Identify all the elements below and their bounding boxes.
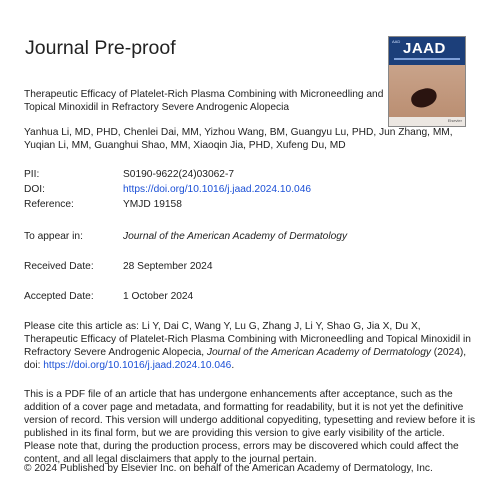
journal-cover-image	[388, 36, 466, 127]
doi-link[interactable]: https://doi.org/10.1016/j.jaad.2024.10.046	[123, 184, 312, 195]
citation-journal: Journal of the American Academy of Dermatology	[206, 347, 431, 358]
received-label: Received Date:	[24, 261, 94, 272]
accepted-label: Accepted Date:	[24, 291, 94, 302]
citation-middle: (2024), doi:	[24, 347, 467, 371]
cover-footer-mark: Elsevier	[447, 118, 462, 123]
journal-name: Journal of the American Academy of Dermatology	[123, 231, 348, 242]
received-date: 28 September 2024	[123, 261, 213, 272]
citation-paragraph	[24, 320, 476, 372]
reference-value: YMJD 19158	[123, 199, 182, 210]
page-heading: Journal Pre-proof	[25, 37, 176, 59]
cover-logo: JAAD	[403, 40, 446, 57]
citation-prefix: Please cite this article as: Li Y, Dai C, Wang Y, Lu G, Zhang J, Li Y, Shao G, Jia X, Du X, Therapeutic Efficacy of Platelet-Rich Plasma Combining with Microneedling and Topical Minoxidil in Refractory Severe Androgenic Alopecia,	[24, 321, 471, 358]
article-title: Therapeutic Efficacy of Platelet-Rich Plasma Combining with Microneedling and Topical Minoxidil in Refractory Severe Androgenic Alopecia	[24, 89, 384, 113]
copyright-notice: © 2024 Published by Elsevier Inc. on behalf of the American Academy of Dermatology, Inc.	[24, 463, 433, 474]
pii-label: PII:	[24, 169, 40, 180]
cover-footer	[389, 117, 465, 126]
cover-lesion-photo	[409, 86, 439, 110]
citation-suffix: .	[231, 360, 235, 371]
pii-value: S0190-9622(24)03062-7	[123, 169, 235, 180]
article-authors: Yanhua Li, MD, PHD, Chenlei Dai, MM, Yizhou Wang, BM, Guangyu Lu, PHD, Jun Zhang, MM, Yuqian Li, MM, Guanghui Shao, MM, Xiaoqin Jia, PHD, Xufeng Du, MD	[24, 127, 453, 151]
appear-label: To appear in:	[24, 231, 83, 242]
reference-label: Reference:	[24, 199, 74, 210]
cover-publisher-mark: AAD	[392, 39, 401, 44]
citation-doi-link[interactable]: https://doi.org/10.1016/j.jaad.2024.10.046	[43, 360, 232, 371]
cover-subtitle-line	[394, 58, 460, 60]
doi-label: DOI:	[24, 184, 45, 195]
preproof-notice: This is a PDF file of an article that has undergone enhancements after acceptance, such as the addition of a cover page and metadata, and formatting for readability, but it is not yet the definitive version of record. This version will undergo additional copyediting, typesetting and review before it is published in its final form, but we are providing this version to give early visibility of the article. Please note that, during the production process, errors may be discovered which could affect the content, and all legal disclaimers that apply to the journal pertain.	[24, 389, 476, 465]
accepted-date: 1 October 2024	[123, 291, 194, 302]
